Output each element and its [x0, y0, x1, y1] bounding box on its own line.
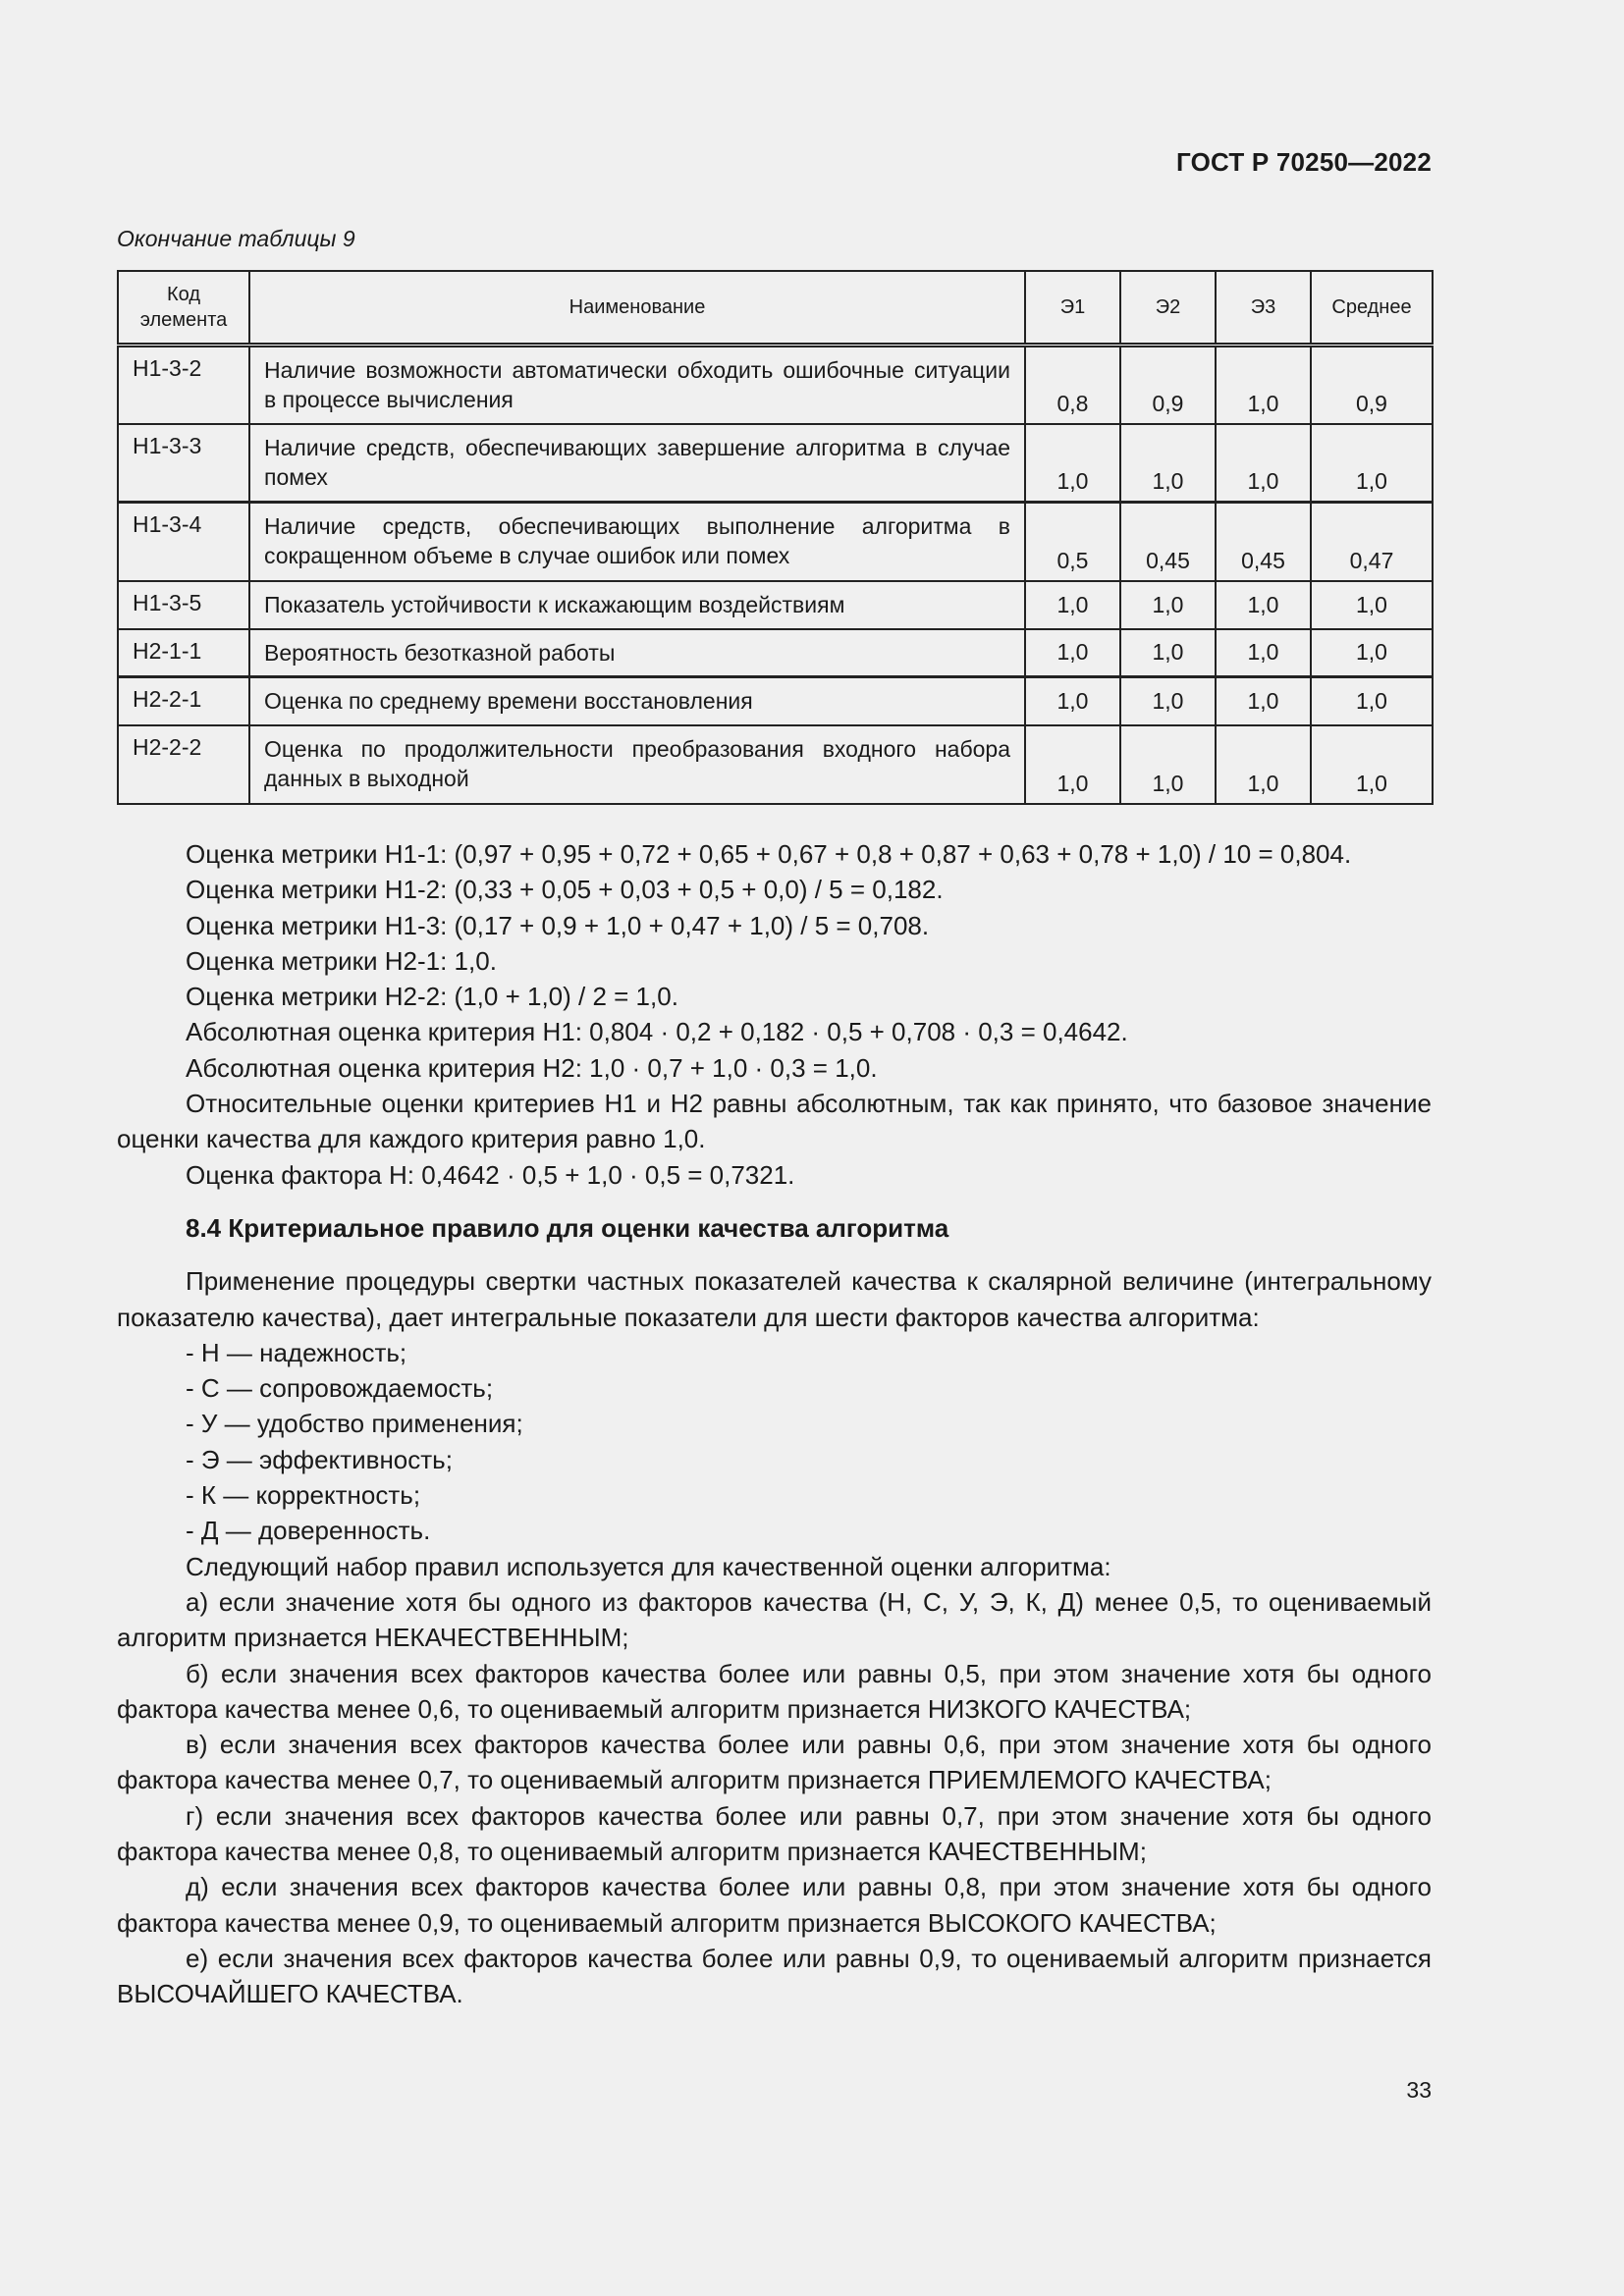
- list-item: - К — корректность;: [186, 1480, 421, 1511]
- formula-line: Оценка метрики Н1-1: (0,97 + 0,95 + 0,72 + 0,65 + 0,67 + 0,8 + 0,87 + 0,63 + 0,78 + 1,0) / 10 = 0,804.: [186, 839, 1352, 869]
- cell-name: Оценка по среднему времени восстановления: [249, 677, 1025, 725]
- cell-average: 1,0: [1311, 581, 1433, 629]
- cell-code: Н1-3-2: [118, 346, 249, 424]
- formula-line: Оценка метрики Н2-2: (1,0 + 1,0) / 2 = 1,0.: [186, 982, 678, 1012]
- cell-e3: 1,0: [1216, 725, 1311, 804]
- rule-item: б) если значения всех факторов качества более или равны 0,5, при этом значение хотя бы одного фактора качества менее 0,6, то оцениваемый алгоритм признается НИЗКОГО КАЧЕСТВА;: [117, 1658, 1432, 1724]
- cell-code: Н1-3-5: [118, 581, 249, 629]
- cell-e2: 0,9: [1120, 346, 1216, 424]
- cell-e1: 1,0: [1025, 725, 1120, 804]
- cell-e2: 1,0: [1120, 677, 1216, 725]
- column-header-code: [118, 271, 249, 346]
- cell-code: Н2-1-1: [118, 629, 249, 677]
- list-item: - Н — надежность;: [186, 1337, 407, 1367]
- cell-name: Наличие средств, обеспечивающих выполнение алгоритма в сокращенном объеме в случае ошибок или помех: [249, 503, 1025, 581]
- table-row: [118, 424, 1433, 503]
- data-table: [117, 270, 1434, 805]
- cell-average: 0,47: [1311, 503, 1433, 581]
- section-intro: Применение процедуры свертки частных показателей качества к скалярной величине (интегральному показателю качества), дает интегральные показатели для шести факторов качества алгоритма:: [117, 1266, 1432, 1332]
- cell-e1: 1,0: [1025, 581, 1120, 629]
- list-item: - С — сопровождаемость;: [186, 1373, 494, 1404]
- column-header-e1: Э1: [1025, 271, 1120, 346]
- body-text: [117, 836, 1432, 2012]
- cell-e1: 1,0: [1025, 677, 1120, 725]
- formula-line: Оценка метрики Н1-3: (0,17 + 0,9 + 1,0 + 0,47 + 1,0) / 5 = 0,708.: [186, 910, 930, 940]
- rule-item: в) если значения всех факторов качества более или равны 0,6, при этом значение хотя бы одного фактора качества менее 0,7, то оцениваемый алгоритм признается ПРИЕМЛЕМОГО КАЧЕСТВА;: [117, 1730, 1432, 1795]
- cell-name: Показатель устойчивости к искажающим воздействиям: [249, 581, 1025, 629]
- column-header-code-text: Код элемента: [139, 284, 228, 331]
- table-row: [118, 725, 1433, 804]
- cell-e3: 1,0: [1216, 581, 1311, 629]
- table-row: [118, 629, 1433, 677]
- table-row: [118, 677, 1433, 725]
- list-item: - Д — доверенность.: [186, 1516, 431, 1546]
- cell-name: Наличие средств, обеспечивающих завершение алгоритма в случае помех: [249, 424, 1025, 503]
- rule-item: е) если значения всех факторов качества более или равны 0,9, то оцениваемый алгоритм признается ВЫСОЧАЙШЕГО КАЧЕСТВА.: [117, 1943, 1432, 2009]
- table-row: [118, 503, 1433, 581]
- formula-line: Оценка метрики Н2-1: 1,0.: [186, 945, 497, 976]
- column-header-average: Среднее: [1311, 271, 1433, 346]
- cell-e1: 1,0: [1025, 629, 1120, 677]
- cell-e2: 0,45: [1120, 503, 1216, 581]
- cell-average: 0,9: [1311, 346, 1433, 424]
- cell-code: Н1-3-4: [118, 503, 249, 581]
- cell-e2: 1,0: [1120, 581, 1216, 629]
- list-item: - У — удобство применения;: [186, 1409, 523, 1439]
- cell-e3: 1,0: [1216, 629, 1311, 677]
- list-item: - Э — эффективность;: [186, 1444, 453, 1474]
- cell-name: Наличие возможности автоматически обходить ошибочные ситуации в процессе вычисления: [249, 346, 1025, 424]
- table-header-row: [118, 271, 1433, 346]
- cell-e3: 1,0: [1216, 677, 1311, 725]
- cell-name: Оценка по продолжительности преобразования входного набора данных в выходной: [249, 725, 1025, 804]
- formula-line: Оценка фактора Н: 0,4642 · 0,5 + 1,0 · 0,5 = 0,7321.: [186, 1159, 795, 1190]
- table-row: [118, 346, 1433, 424]
- table-row: [118, 581, 1433, 629]
- cell-e1: 0,5: [1025, 503, 1120, 581]
- cell-code: Н1-3-3: [118, 424, 249, 503]
- rules-intro: Следующий набор правил используется для качественной оценки алгоритма:: [186, 1551, 1111, 1581]
- column-header-e2: Э2: [1120, 271, 1216, 346]
- column-header-name: Наименование: [249, 271, 1025, 346]
- document-code: ГОСТ Р 70250—2022: [1176, 147, 1432, 177]
- section-title: 8.4 Критериальное правило для оценки качества алгоритма: [186, 1212, 949, 1243]
- formula-line: Оценка метрики Н1-2: (0,33 + 0,05 + 0,03 + 0,5 + 0,0) / 5 = 0,182.: [186, 875, 944, 905]
- cell-average: 1,0: [1311, 424, 1433, 503]
- rule-item: д) если значения всех факторов качества более или равны 0,8, при этом значение хотя бы одного фактора качества менее 0,9, то оцениваемый алгоритм признается ВЫСОКОГО КАЧЕСТВА;: [117, 1872, 1432, 1938]
- cell-average: 1,0: [1311, 725, 1433, 804]
- cell-code: Н2-2-2: [118, 725, 249, 804]
- formula-line: Абсолютная оценка критерия Н1: 0,804 · 0,2 + 0,182 · 0,5 + 0,708 · 0,3 = 0,4642.: [186, 1017, 1128, 1047]
- column-header-e3: Э3: [1216, 271, 1311, 346]
- cell-average: 1,0: [1311, 677, 1433, 725]
- rule-item: г) если значения всех факторов качества более или равны 0,7, при этом значение хотя бы одного фактора качества менее 0,8, то оцениваемый алгоритм признается КАЧЕСТВЕННЫМ;: [117, 1800, 1432, 1867]
- cell-code: Н2-2-1: [118, 677, 249, 725]
- cell-e3: 1,0: [1216, 346, 1311, 424]
- cell-e1: 1,0: [1025, 424, 1120, 503]
- cell-e2: 1,0: [1120, 629, 1216, 677]
- rule-item: а) если значение хотя бы одного из факторов качества (Н, С, У, Э, К, Д) менее 0,5, то оцениваемый алгоритм признается НЕКАЧЕСТВЕННЫМ;: [117, 1586, 1432, 1653]
- page-number: 33: [1406, 2077, 1432, 2103]
- cell-e3: 0,45: [1216, 503, 1311, 581]
- cell-e1: 0,8: [1025, 346, 1120, 424]
- cell-average: 1,0: [1311, 629, 1433, 677]
- cell-e2: 1,0: [1120, 424, 1216, 503]
- cell-name: Вероятность безотказной работы: [249, 629, 1025, 677]
- formula-paragraph: Относительные оценки критериев Н1 и Н2 равны абсолютным, так как принято, что базовое значение оценки качества для каждого критерия равно 1,0.: [117, 1089, 1432, 1154]
- table-caption: Окончание таблицы 9: [117, 226, 355, 251]
- cell-e3: 1,0: [1216, 424, 1311, 503]
- cell-e2: 1,0: [1120, 725, 1216, 804]
- formula-line: Абсолютная оценка критерия Н2: 1,0 · 0,7 + 1,0 · 0,3 = 1,0.: [186, 1052, 878, 1083]
